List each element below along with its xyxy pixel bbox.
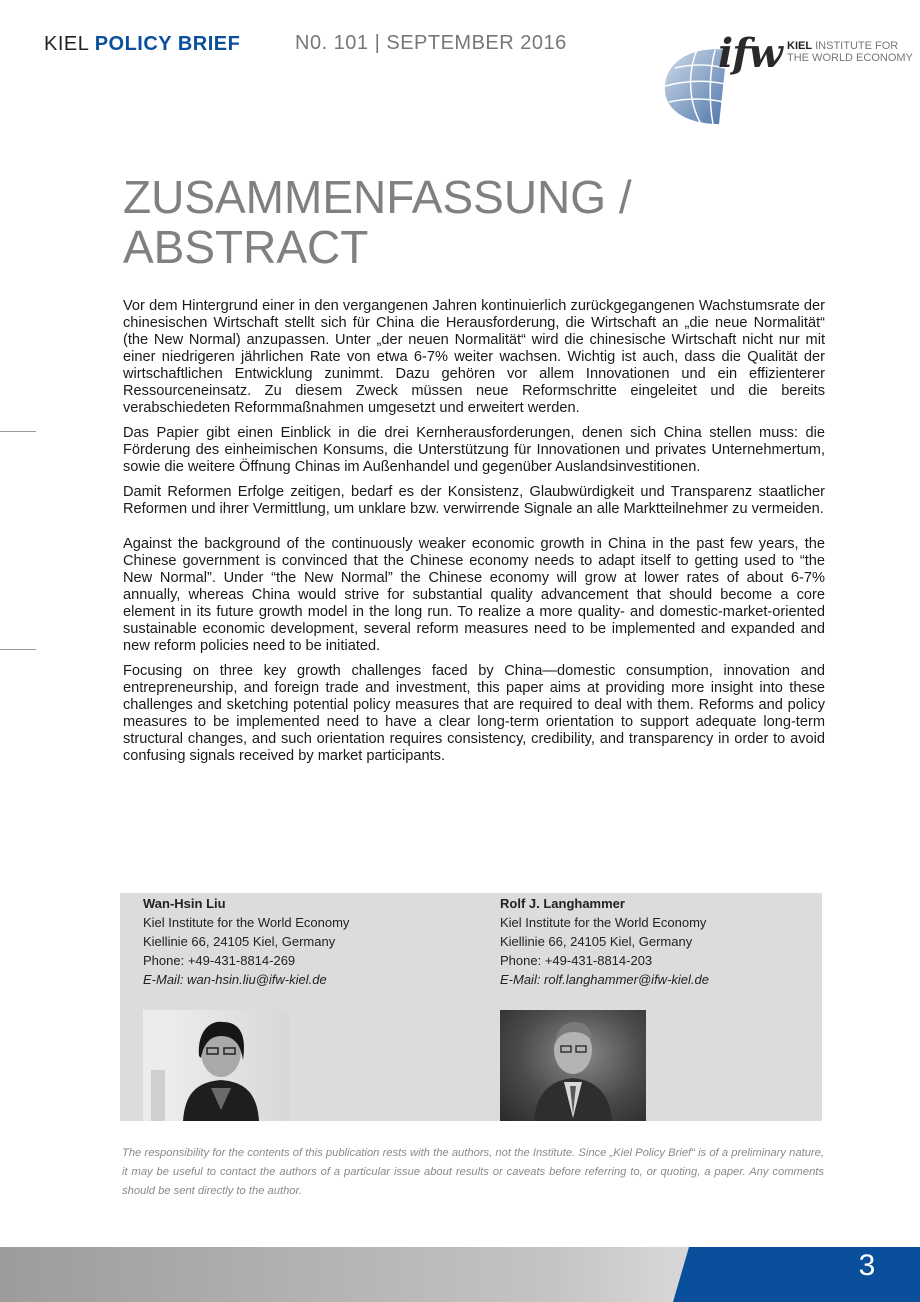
author-name: Wan-Hsin Liu <box>143 896 226 911</box>
page-title <box>123 172 823 272</box>
margin-mark <box>0 649 36 650</box>
german-paragraph-3: Damit Reformen Erfolge zeitigen, bedarf es der Konsistenz, Glaubwürdigkeit und Transparenz staatlicher Reformen und ihrer Vermittlung, um unklare bzw. verwirrende Signale an alle Marktteilnehmer zu vermeiden. <box>123 484 825 517</box>
abstract-body <box>123 298 825 773</box>
logo-inst-line2: THE WORLD ECONOMY <box>787 52 913 64</box>
title-line2: ABSTRACT <box>123 221 369 273</box>
logo-institute-name <box>787 40 913 64</box>
german-paragraph-2: Das Papier gibt einen Einblick in die drei Kernherausforderungen, denen sich China stellen muss: die Förderung des einheimischen Konsums, die Unterstützung für Innovationen und privates Unternehmertum, sowie die weitere Öffnung Chinas im Außenhandel und gegenüber Auslandsinvestitionen. <box>123 425 825 475</box>
author-card <box>143 893 483 989</box>
author-card <box>500 893 840 989</box>
logo-ifw: ifw <box>718 30 782 77</box>
disclaimer: The responsibility for the contents of this publication rests with the authors, not the Institute. Since „Kiel Policy Brief“ is of a preliminary nature, it may be useful to contact the authors of a particular issue about results or caveats before referring to, or quoting, a paper. Any comments should be sent directly to the author. <box>122 1147 824 1197</box>
author-photo <box>500 1010 646 1121</box>
author-name: Rolf J. Langhammer <box>500 896 625 911</box>
title-line1: ZUSAMMENFASSUNG / <box>123 171 632 223</box>
author-phone: Phone: +49-431-8814-203 <box>500 953 653 968</box>
english-paragraph-2: Focusing on three key growth challenges faced by China—domestic consumption, innovation and entrepreneurship, and foreign trade and investment, this paper aims at providing more insight into these challenges and sketching potential policy measures that are required to deal with them. Reforms and policy measures to be implemented need to have a clear long-term orientation to support adequate long-term structural changes, and such orientation requires consistency, credibility, and transparency in order to avoid confusing signals received by market participants. <box>123 663 825 764</box>
author-institution: Kiel Institute for the World Economy <box>143 915 350 930</box>
page-number: 3 <box>858 1249 876 1282</box>
author-photo <box>143 1010 289 1121</box>
portrait-woman-icon <box>143 1010 289 1121</box>
authors-box <box>120 893 822 1121</box>
logo-kiel: KIEL <box>787 40 813 52</box>
margin-mark <box>0 431 36 432</box>
author-institution: Kiel Institute for the World Economy <box>500 915 707 930</box>
issue-info: N0. 101 | SEPTEMBER 2016 <box>295 32 567 54</box>
footer-accent <box>673 1247 920 1302</box>
logo-inst-line1: INSTITUTE FOR <box>815 40 899 52</box>
series-kiel: KIEL <box>44 33 89 55</box>
series-policy-brief: POLICY BRIEF <box>94 33 241 55</box>
english-paragraph-1: Against the background of the continuously weaker economic growth in China in the past few years, the Chinese government is convinced that the Chinese economy needs to adapt itself to getting used to “the New Normal”. Under “the New Normal” the Chinese economy will grow at lower rates of about 6-7% annually, whereas China would strive for substantial quality advancement that should become a core element in its future growth model in the long run. To realize a more quality- and domestic-market-oriented sustainable economic development, several reform measures need to be implemented and expanded and new reform policies need to be initiated. <box>123 536 825 654</box>
author-email: E-Mail: rolf.langhammer@ifw-kiel.de <box>500 972 709 987</box>
portrait-man-icon <box>500 1010 646 1121</box>
author-email: E-Mail: wan-hsin.liu@ifw-kiel.de <box>143 972 327 987</box>
author-address: Kiellinie 66, 24105 Kiel, Germany <box>143 934 336 949</box>
author-phone: Phone: +49-431-8814-269 <box>143 953 296 968</box>
author-address: Kiellinie 66, 24105 Kiel, Germany <box>500 934 693 949</box>
german-paragraph-1: Vor dem Hintergrund einer in den vergangenen Jahren kontinuierlich zurückgegangenen Wachstumsrate der chinesischen Wirtschaft stellt sich für China die Herausforderung, die Wirtschaft an „die neue Normalität“ (the New Normal) anzupassen. Unter „der neuen Normalität“ wird die chinesische Wirtschaft nicht nur mit einer niedrigeren jährlichen Rate von etwa 6-7% weiter wachsen. Wichtig ist auch, dass die Qualität der wirtschaftlichen Entwicklung zunimmt. Dazu gehören vor allem Innovationen und ein effizienterer Ressourceneinsatz. Zu diesem Zweck müssen neue Reformschritte eingeleitet und die bereits verabschiedeten Reformmaßnahmen umgesetzt und erweitert werden. <box>123 298 825 416</box>
series-title <box>44 33 240 56</box>
